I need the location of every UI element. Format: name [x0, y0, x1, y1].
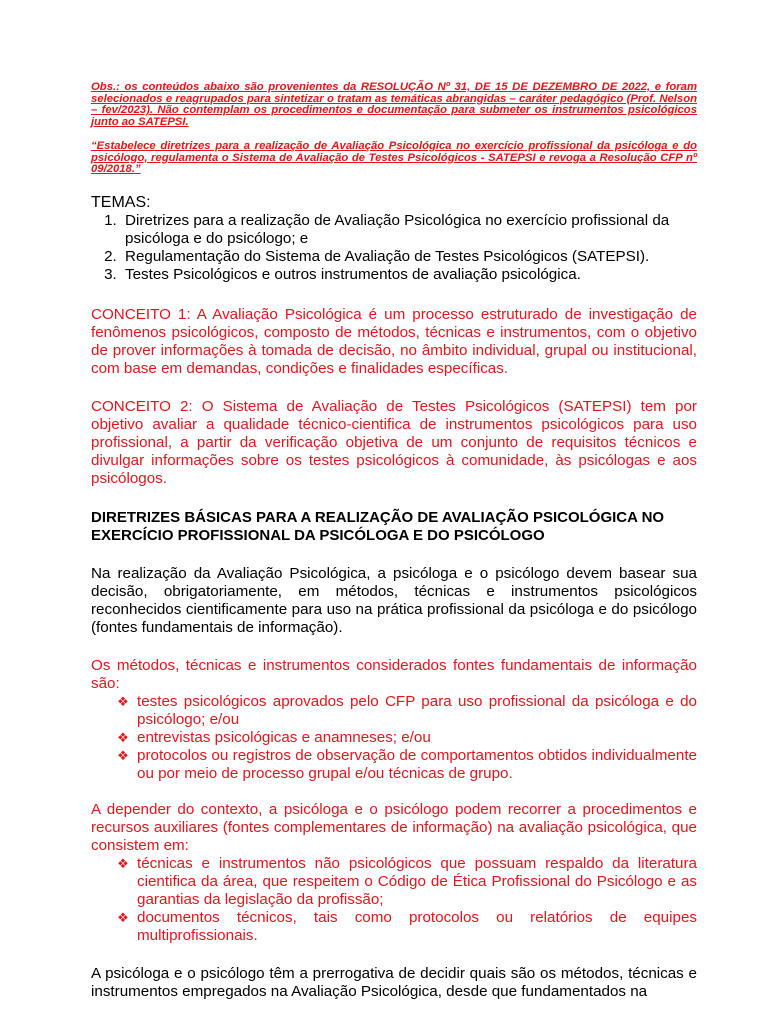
diamond-bullet-icon: ❖ — [117, 729, 129, 745]
paragraph-fontes-complementares: A depender do contexto, a psicóloga e o psicólogo podem recorrer a procedimentos e recursos auxiliares (fontes complementares de informação) na avaliação psicológica, que consistem em: — [91, 800, 697, 854]
conceito-2-paragraph — [91, 398, 697, 488]
diamond-bullet-icon: ❖ — [117, 747, 129, 763]
list-item: ❖ documentos técnicos, tais como protocolos ou relatórios de equipes multiprofissionais. — [117, 908, 697, 944]
conceito-2-label: CONCEITO 2 — [91, 397, 189, 415]
temas-label: TEMAS — [91, 193, 147, 211]
diamond-bullet-icon: ❖ — [117, 693, 129, 709]
conceito-1-text: : A Avaliação Psicológica é um processo estruturado de investigação de fenômenos psicológicos, composto de métodos, técnicas e instrumentos, com o objetivo de prover informações à tomada de decisão, no âmbito individual, grupal ou institucional, com base em demandas, condições e finalidades específicas. — [91, 305, 697, 377]
list-item: ❖ técnicas e instrumentos não psicológicos que possuam respaldo da literatura cientifica da área, que respeitem o Código de Ética Profissional do Psicólogo e as garantias da legislação da profissão; — [117, 854, 697, 908]
fontes-fundamentais-list — [91, 693, 697, 783]
resolution-quote: “Estabelece diretrizes para a realização de Avaliação Psicológica no exercício profissional da psicóloga e do psicólogo, regulamenta o Sistema de Avaliação de Testes Psicológicos - SATEPSI e revoga a Resolução CFP nº 09/2018.” — [91, 140, 697, 175]
list-item: ❖ testes psicológicos aprovados pelo CFP para uso profissional da psicóloga e do psicólogo; e/ou — [117, 692, 697, 728]
conceito-1-paragraph — [91, 306, 697, 378]
temas-heading: TEMAS: — [91, 193, 151, 211]
section-heading: DIRETRIZES BÁSICAS PARA A REALIZAÇÃO DE AVALIAÇÃO PSICOLÓGICA NO EXERCÍCIO PROFISSIONAL DA PSICÓLOGA E DO PSICÓLOGO — [91, 508, 665, 544]
tema-item: 2. Regulamentação do Sistema de Avaliação de Testes Psicológicos (SATEPSI). — [121, 248, 697, 266]
conceito-2-text: : O Sistema de Avaliação de Testes Psicológicos (SATEPSI) tem por objetivo avaliar a qualidade técnico-cientifica de instrumentos psicológicos para uso profissional, a partir da verificação objetiva de um conjunto de requisitos técnicos e divulgar informações sobre os testes psicológicos à comunidade, às psicólogas e aos psicólogos. — [91, 397, 697, 487]
paragraph-prerrogativa: A psicóloga e o psicólogo têm a prerrogativa de decidir quais são os métodos, técnicas e instrumentos empregados na Avaliação Psicológica, desde que fundamentados na — [91, 964, 697, 1000]
fontes-complementares-list — [91, 855, 697, 945]
diamond-bullet-icon: ❖ — [117, 855, 129, 871]
observation-note: Obs.: os conteúdos abaixo são provenientes da RESOLUÇÃO Nº 31, DE 15 DE DEZEMBRO DE 2022, e foram selecionados e reagrupados para sintetizar o tratam as temáticas abrangidas – caráter pedagógico (Prof. Nelson – fev/2023). Não contemplam os procedimentos e documentação para submeter os instrumentos psicológicos junto ao SATEPSI. — [91, 81, 697, 128]
paragraph-realizacao: Na realização da Avaliação Psicológica, a psicóloga e o psicólogo devem basear sua decisão, obrigatoriamente, em métodos, técnicas e instrumentos psicológicos reconhecidos cientificamente para uso na prática profissional da psicóloga e do psicólogo (fontes fundamentais de informação). — [91, 564, 697, 636]
list-item: ❖ protocolos ou registros de observação de comportamentos obtidos individualmente ou por meio de processo grupal e/ou técnicas de grupo. — [117, 746, 697, 782]
document-body — [91, 82, 697, 1001]
diamond-bullet-icon: ❖ — [117, 909, 129, 925]
list-item: ❖ entrevistas psicológicas e anamneses; e/ou — [117, 728, 431, 746]
temas-list — [91, 212, 697, 284]
conceito-1-label: CONCEITO 1 — [91, 305, 187, 323]
paragraph-fontes-fundamentais: Os métodos, técnicas e instrumentos considerados fontes fundamentais de informação são: — [91, 656, 697, 692]
tema-item: 1. Diretrizes para a realização de Avaliação Psicológica no exercício profissional da psicóloga e do psicólogo; e — [121, 212, 697, 248]
tema-item: 3. Testes Psicológicos e outros instrumentos de avaliação psicológica. — [121, 266, 697, 284]
